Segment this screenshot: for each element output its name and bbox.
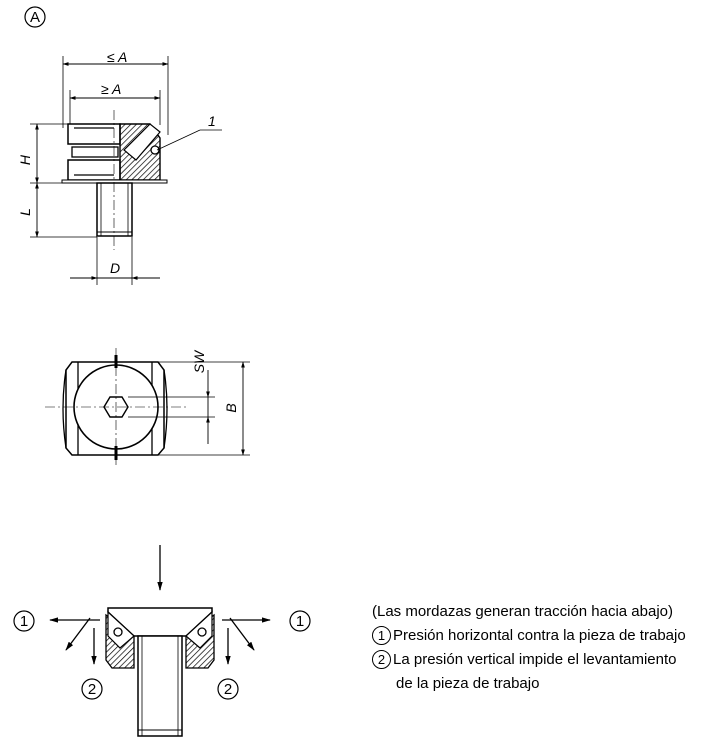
dim-a-max: ≤ A (107, 49, 128, 65)
view-a-marker (25, 7, 45, 27)
dim-l: L (17, 208, 33, 216)
legend-item-1 (372, 624, 686, 648)
legend-item-1-num: 1 (372, 626, 391, 645)
callout-1: 1 (208, 113, 216, 129)
legend-item-2-num: 2 (372, 650, 391, 669)
legend (372, 600, 686, 696)
view-a-label: A (29, 9, 41, 26)
dim-b: B (223, 403, 239, 413)
dim-sw: SW (191, 350, 207, 374)
marker-left-2: 2 (87, 681, 97, 698)
side-view (30, 56, 222, 285)
top-view (45, 348, 250, 465)
legend-item-2-text: La presión vertical impide el levantamiento (393, 651, 677, 668)
legend-item-1-text: Presión horizontal contra la pieza de trabajo (393, 627, 686, 644)
legend-item-2 (372, 648, 686, 672)
legend-item-2-cont: de la pieza de trabajo (396, 675, 540, 692)
dim-h: H (17, 154, 33, 166)
marker-right-2: 2 (223, 681, 233, 698)
marker-right-1: 1 (295, 613, 305, 630)
dim-a-min: ≥ A (101, 81, 122, 97)
marker-left-1: 1 (19, 613, 29, 630)
dim-d: D (110, 260, 121, 276)
legend-note: (Las mordazas generan tracción hacia abajo) (372, 603, 674, 620)
force-diagram (14, 545, 310, 736)
